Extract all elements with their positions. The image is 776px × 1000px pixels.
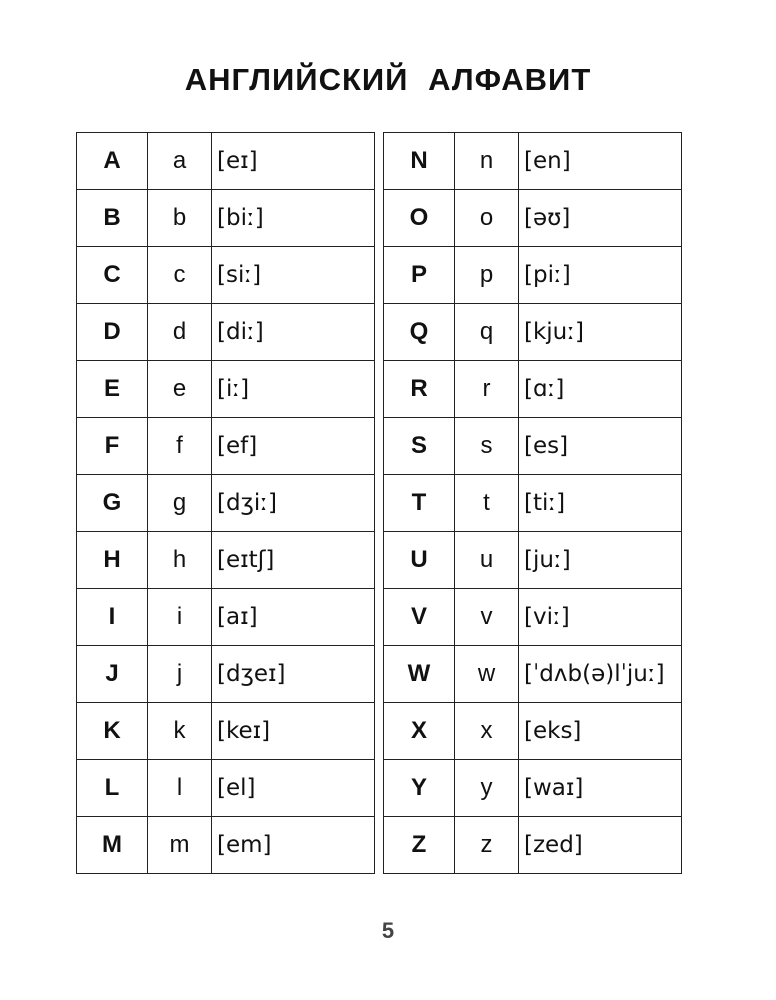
uppercase-letter: G [77, 475, 148, 532]
lowercase-letter: y [455, 760, 519, 817]
transcription: [iː] [212, 361, 375, 418]
uppercase-letter: P [384, 247, 455, 304]
transcription: [diː] [212, 304, 375, 361]
uppercase-letter: F [77, 418, 148, 475]
page-number: 5 [381, 918, 395, 943]
transcription: [ef] [212, 418, 375, 475]
alphabet-table-a-m [76, 132, 375, 874]
transcription: [ɑː] [519, 361, 682, 418]
alphabet-table-body [384, 133, 682, 874]
transcription: [en] [519, 133, 682, 190]
letter-row [77, 589, 375, 646]
transcription: [eɪ] [212, 133, 375, 190]
lowercase-letter: w [455, 646, 519, 703]
transcription: [dʒiː] [212, 475, 375, 532]
letter-row [77, 646, 375, 703]
lowercase-letter: j [148, 646, 212, 703]
uppercase-letter: O [384, 190, 455, 247]
transcription: [əʊ] [519, 190, 682, 247]
uppercase-letter: Z [384, 817, 455, 874]
transcription: [keɪ] [212, 703, 375, 760]
uppercase-letter: H [77, 532, 148, 589]
transcription: [eks] [519, 703, 682, 760]
uppercase-letter: E [77, 361, 148, 418]
transcription: [ˈdʌb(ə)lˈjuː] [519, 646, 682, 703]
letter-row [77, 703, 375, 760]
letter-row [77, 190, 375, 247]
uppercase-letter: M [77, 817, 148, 874]
uppercase-letter: N [384, 133, 455, 190]
lowercase-letter: u [455, 532, 519, 589]
transcription: [biː] [212, 190, 375, 247]
alphabet-table-n-z [383, 132, 682, 874]
uppercase-letter: T [384, 475, 455, 532]
letter-row [384, 304, 682, 361]
lowercase-letter: a [148, 133, 212, 190]
alphabet-table-body [77, 133, 375, 874]
transcription: [piː] [519, 247, 682, 304]
letter-row [77, 361, 375, 418]
lowercase-letter: f [148, 418, 212, 475]
uppercase-letter: D [77, 304, 148, 361]
letter-row [384, 475, 682, 532]
transcription: [es] [519, 418, 682, 475]
letter-row [384, 247, 682, 304]
transcription: [kjuː] [519, 304, 682, 361]
transcription: [tiː] [519, 475, 682, 532]
letter-row [77, 133, 375, 190]
transcription: [siː] [212, 247, 375, 304]
lowercase-letter: x [455, 703, 519, 760]
transcription: [el] [212, 760, 375, 817]
lowercase-letter: g [148, 475, 212, 532]
lowercase-letter: z [455, 817, 519, 874]
letter-row [384, 817, 682, 874]
uppercase-letter: S [384, 418, 455, 475]
transcription: [waɪ] [519, 760, 682, 817]
lowercase-letter: t [455, 475, 519, 532]
transcription: [viː] [519, 589, 682, 646]
transcription: [zed] [519, 817, 682, 874]
uppercase-letter: R [384, 361, 455, 418]
letter-row [384, 418, 682, 475]
letter-row [77, 760, 375, 817]
letter-row [384, 703, 682, 760]
letter-row [384, 361, 682, 418]
page-title: АНГЛИЙСКИЙ АЛФАВИТ [184, 62, 592, 97]
uppercase-letter: A [77, 133, 148, 190]
lowercase-letter: n [455, 133, 519, 190]
lowercase-letter: l [148, 760, 212, 817]
lowercase-letter: s [455, 418, 519, 475]
lowercase-letter: q [455, 304, 519, 361]
lowercase-letter: c [148, 247, 212, 304]
transcription: [eɪtʃ] [212, 532, 375, 589]
letter-row [384, 646, 682, 703]
lowercase-letter: e [148, 361, 212, 418]
letter-row [77, 247, 375, 304]
uppercase-letter: V [384, 589, 455, 646]
uppercase-letter: C [77, 247, 148, 304]
lowercase-letter: r [455, 361, 519, 418]
transcription: [juː] [519, 532, 682, 589]
uppercase-letter: J [77, 646, 148, 703]
uppercase-letter: I [77, 589, 148, 646]
letter-row [77, 532, 375, 589]
lowercase-letter: m [148, 817, 212, 874]
uppercase-letter: Y [384, 760, 455, 817]
uppercase-letter: Q [384, 304, 455, 361]
uppercase-letter: K [77, 703, 148, 760]
letter-row [77, 418, 375, 475]
uppercase-letter: L [77, 760, 148, 817]
lowercase-letter: d [148, 304, 212, 361]
lowercase-letter: k [148, 703, 212, 760]
letter-row [384, 532, 682, 589]
letter-row [77, 475, 375, 532]
lowercase-letter: b [148, 190, 212, 247]
lowercase-letter: i [148, 589, 212, 646]
lowercase-letter: o [455, 190, 519, 247]
transcription: [aɪ] [212, 589, 375, 646]
lowercase-letter: v [455, 589, 519, 646]
uppercase-letter: B [77, 190, 148, 247]
uppercase-letter: W [384, 646, 455, 703]
letter-row [384, 589, 682, 646]
lowercase-letter: h [148, 532, 212, 589]
letter-row [77, 817, 375, 874]
transcription: [dʒeɪ] [212, 646, 375, 703]
letter-row [384, 190, 682, 247]
letter-row [384, 760, 682, 817]
letter-row [77, 304, 375, 361]
uppercase-letter: U [384, 532, 455, 589]
lowercase-letter: p [455, 247, 519, 304]
letter-row [384, 133, 682, 190]
transcription: [em] [212, 817, 375, 874]
uppercase-letter: X [384, 703, 455, 760]
